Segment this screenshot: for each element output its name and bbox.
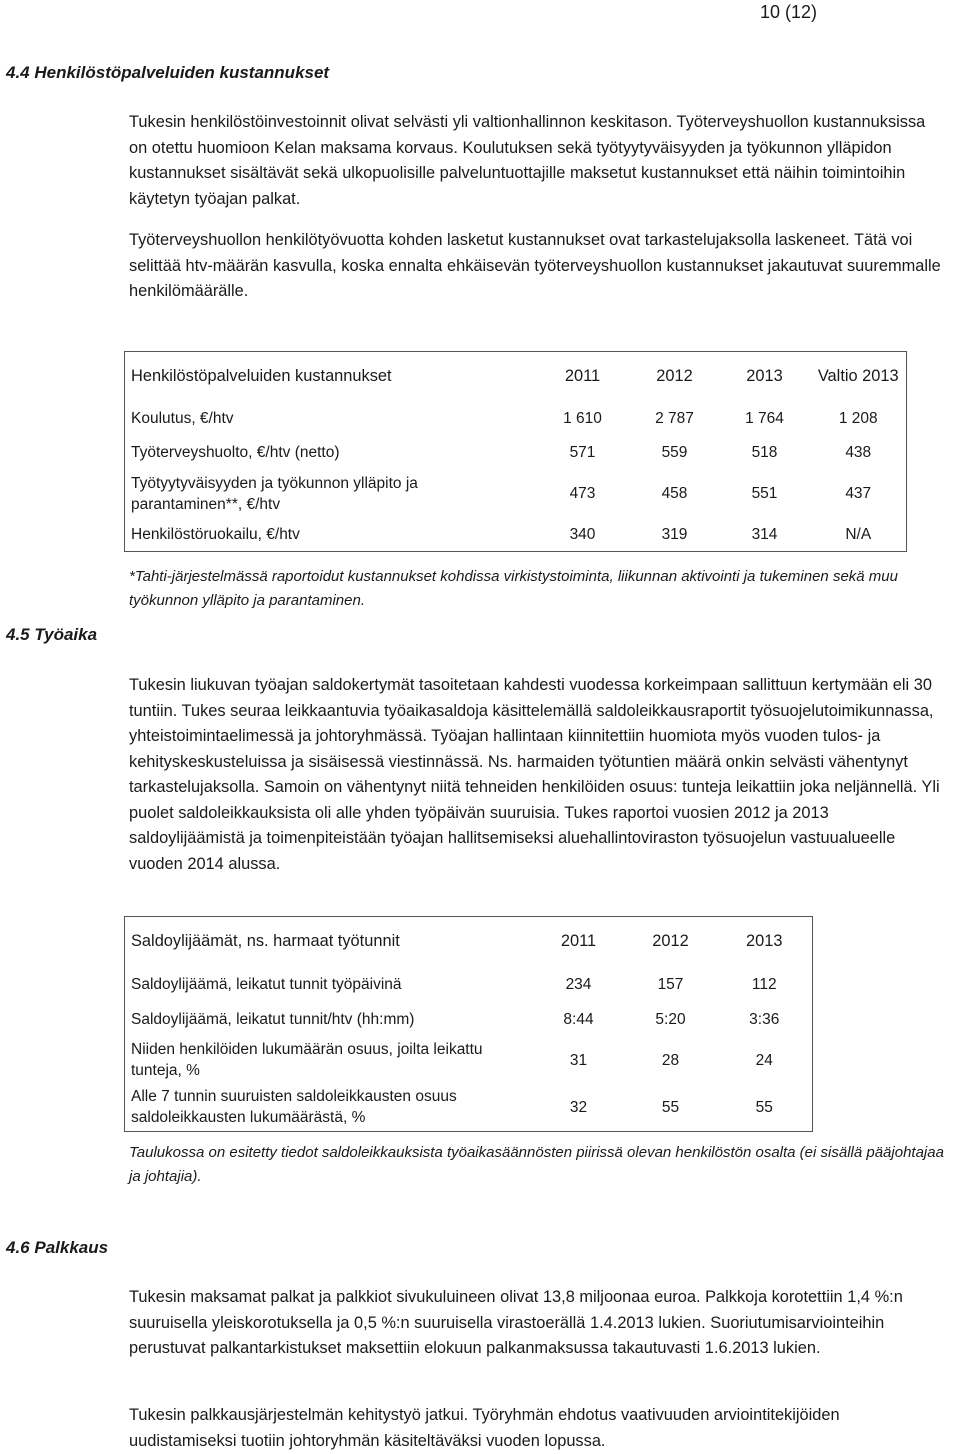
paragraph-pay-system bbox=[129, 1403, 948, 1454]
column-header-2012: 2012 bbox=[656, 367, 693, 386]
row-label: Saldoylijäämä, leikatut tunnit työpäivinä bbox=[131, 976, 402, 993]
row-label: Työterveyshuolto, €/htv (netto) bbox=[131, 444, 340, 461]
cell-2011: 571 bbox=[569, 444, 596, 461]
cell-2011: 1 610 bbox=[563, 410, 602, 427]
cell-valtio: 437 bbox=[845, 485, 872, 502]
cell-2012: 559 bbox=[661, 444, 688, 461]
row-label: Saldoylijäämä, leikatut tunnit/htv (hh:mm) bbox=[131, 1011, 415, 1028]
cell-2013: 55 bbox=[755, 1098, 773, 1116]
row-label: Työtyytyväisyyden ja työkunnon ylläpito ja parantaminen**, €/htv bbox=[131, 474, 418, 513]
cell-2012: 2 787 bbox=[655, 410, 694, 427]
paragraph-salaries bbox=[129, 1285, 948, 1362]
column-header-label: Henkilöstöpalveluiden kustannukset bbox=[131, 367, 392, 386]
page-number: 10 (12) bbox=[759, 2, 817, 22]
cell-2012: 55 bbox=[661, 1098, 680, 1116]
paragraph-text: Tukesin palkkausjärjestelmän kehitystyö jatkui. Työryhmän ehdotus vaativuuden arviointitekijöiden uudistamiseksi tuotiin johtoryhmän käsiteltäväksi vuoden lopussa. bbox=[129, 1406, 840, 1450]
cell-valtio: 438 bbox=[845, 444, 872, 461]
cell-2012: 458 bbox=[661, 485, 688, 502]
table-row bbox=[125, 470, 907, 518]
cell-2012: 5:20 bbox=[655, 1011, 686, 1028]
cell-2013: 112 bbox=[751, 976, 777, 993]
cell-2011: 8:44 bbox=[563, 1011, 594, 1028]
table-row bbox=[125, 402, 907, 436]
cell-2012: 319 bbox=[661, 525, 688, 543]
cell-2011: 340 bbox=[569, 525, 596, 543]
section-heading-4-4: 4.4 Henkilöstöpalveluiden kustannukset bbox=[6, 63, 330, 82]
paragraph-occupational-health bbox=[129, 228, 948, 305]
cell-2013: 551 bbox=[751, 485, 778, 502]
table-row bbox=[125, 967, 813, 1003]
column-header-valtio-2013: Valtio 2013 bbox=[817, 367, 899, 386]
table-header-row bbox=[125, 917, 813, 967]
row-label: Niiden henkilöiden lukumäärän osuus, joilta leikattu tunteja, % bbox=[131, 1041, 483, 1079]
row-label: Alle 7 tunnin suuruisten saldoleikkausten osuus saldoleikkausten lukumäärästä, % bbox=[131, 1088, 457, 1127]
cell-2011: 31 bbox=[569, 1051, 588, 1069]
cell-valtio: 1 208 bbox=[838, 410, 878, 427]
paragraph-investments bbox=[129, 110, 948, 212]
table-row bbox=[125, 1003, 813, 1037]
column-header-2012: 2012 bbox=[652, 932, 689, 951]
section-heading-4-5: 4.5 Työaika bbox=[6, 625, 98, 644]
cell-2012: 157 bbox=[657, 976, 684, 993]
personnel-services-costs-table bbox=[124, 351, 907, 552]
column-header-2013: 2013 bbox=[746, 932, 783, 951]
paragraph-text: Tukesin maksamat palkat ja palkkiot sivukuluineen olivat 13,8 miljoonaa euroa. Palkkoja korotettiin 1,4 %:n suuruisella yleiskorotuksella ja 0,5 %:n suuruisella virastoerällä 1.4.2013 lukien. Suoriutumisarviointeihin perustuvat palkantarkistukset maksettiin elokuun palkanmaksussa takautuvasti 1.6.2013 lukien. bbox=[129, 1288, 903, 1357]
paragraph-text: Tukesin henkilöstöinvestoinnit olivat selvästi yli valtionhallinnon keskitason. Työterveyshuollon kustannuksissa on otettu huomioon Kelan maksama korvaus. Koulutuksen sekä työtyytyväisyyden ja työkunnon ylläpidon kustannukset sisältävät sekä ulkopuolisille palveluntuottajille maksetut kustannukset että näihin toimintoihin käytetyn työajan palkat. bbox=[129, 113, 926, 208]
table-row bbox=[125, 436, 907, 470]
column-header-2011: 2011 bbox=[560, 932, 597, 951]
cell-2013: 314 bbox=[751, 525, 778, 543]
cell-2013: 24 bbox=[755, 1051, 773, 1069]
cell-2013: 518 bbox=[751, 444, 778, 461]
cell-2011: 473 bbox=[569, 485, 596, 502]
column-header-2013: 2013 bbox=[746, 367, 783, 386]
paragraph-text: Tukesin liukuvan työajan saldokertymät tasoitetaan kahdesti vuodessa korkeimpaan sallittuun kertymään eli 30 tuntiin. Tukes seuraa leikkaantuvia työaikasaldoja käsittelemällä saldoleikkausraportit työsuojelutoimikunnassa, yhteistoimintaelimessä ja johtoryhmässä. Työajan hallintaan kiinnitettiin huomiota myös vuoden tulos- ja kehityskeskusteluissa ja sisäisessä viestinnässä. Ns. harmaiden työtuntien määrä onkin selvästi vähentynyt tarkastelujaksolla. Samoin on vähentynyt niitä tehneiden henkilöiden osuus: tunteja leikattiin joka neljännellä. Yli puolet saldoleikkauksista oli alle yhden työpäivän suuruisia. Tukes raportoi vuosien 2012 ja 2013 saldoylijäämistä ja toimenpiteistään työajan hallitsemiseksi aluehallintoviraston työsuojelun vastuualueelle vuoden 2014 alussa. bbox=[129, 676, 940, 873]
cell-2013: 1 764 bbox=[745, 410, 784, 427]
paragraph-text: Työterveyshuollon henkilötyövuotta kohden lasketut kustannukset ovat tarkastelujaksolla laskeneet. Tätä voi selittää htv-määrän kasvulla, koska ennalta ehkäisevän työterveyshuollon kustannukset jakautuvat suuremmalle henkilömäärälle. bbox=[129, 231, 941, 300]
hour-balance-table bbox=[124, 916, 813, 1132]
table-row bbox=[125, 518, 907, 552]
balance-table-footnote: Taulukossa on esitetty tiedot saldoleikkauksista työaikasäännösten piirissä olevan henkilöstön osalta (ei sisällä pääjohtajaa ja johtajia). bbox=[129, 1144, 944, 1185]
table-header-row bbox=[125, 352, 907, 402]
row-label: Henkilöstöruokailu, €/htv bbox=[131, 525, 300, 543]
section-heading-4-6: 4.6 Palkkaus bbox=[6, 1238, 109, 1257]
paragraph-working-time bbox=[129, 673, 948, 877]
table-row bbox=[125, 1037, 813, 1084]
costs-table-footnote: *Tahti-järjestelmässä raportoidut kustannukset kohdissa virkistystoiminta, liikunnan aktivointi ja tukeminen sekä muu työkunnon ylläpito ja parantaminen. bbox=[129, 568, 898, 609]
cell-2013: 3:36 bbox=[749, 1011, 780, 1028]
column-header-label: Saldoylijäämät, ns. harmaat työtunnit bbox=[131, 932, 400, 951]
row-label: Koulutus, €/htv bbox=[131, 410, 234, 427]
column-header-2011: 2011 bbox=[564, 367, 601, 386]
cell-valtio: N/A bbox=[845, 525, 872, 543]
cell-2011: 32 bbox=[569, 1098, 588, 1116]
cell-2011: 234 bbox=[565, 976, 592, 993]
table-row bbox=[125, 1084, 813, 1132]
cell-2012: 28 bbox=[661, 1051, 680, 1069]
